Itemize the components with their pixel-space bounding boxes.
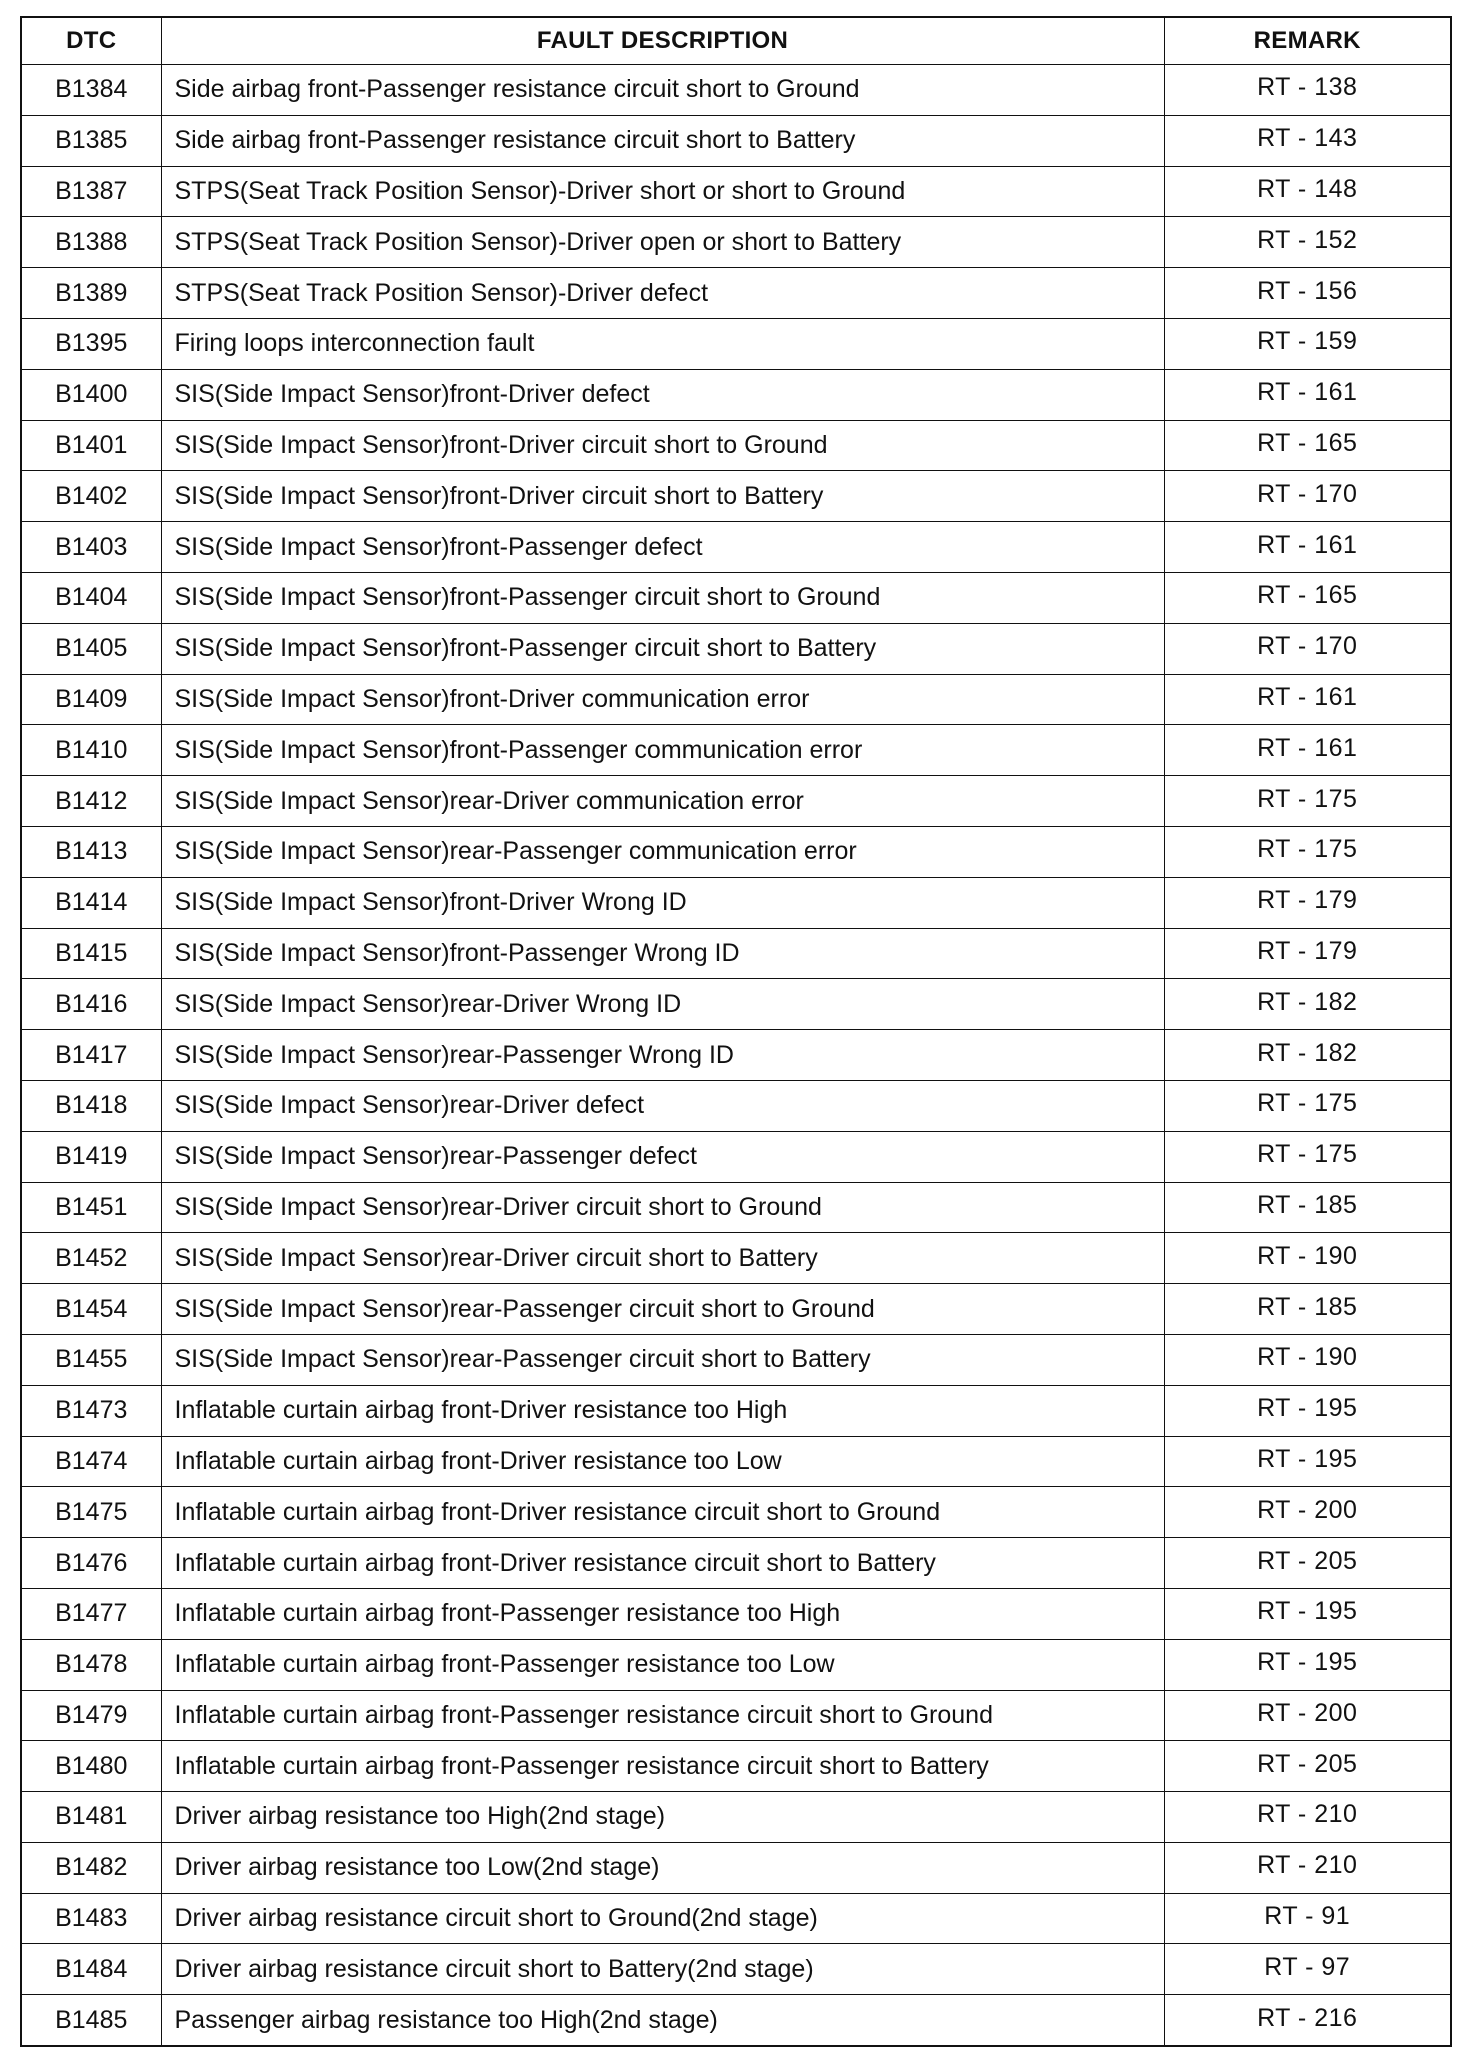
table-row: [21, 65, 1451, 116]
fault-description-cell: Driver airbag resistance too Low(2nd stage): [161, 1842, 1164, 1893]
fault-description-cell: STPS(Seat Track Position Sensor)-Driver short or short to Ground: [161, 166, 1164, 217]
dtc-code-cell: B1415: [21, 928, 161, 979]
fault-description-cell: SIS(Side Impact Sensor)rear-Driver communication error: [161, 776, 1164, 827]
fault-description-cell: SIS(Side Impact Sensor)rear-Passenger defect: [161, 1131, 1164, 1182]
table-row: [21, 1792, 1451, 1843]
header-dtc: DTC: [21, 17, 161, 65]
dtc-code-cell: B1389: [21, 268, 161, 319]
table-row: [21, 623, 1451, 674]
dtc-table: [20, 16, 1452, 2047]
remark-cell: RT - 210: [1164, 1842, 1451, 1893]
remark-cell: RT - 170: [1164, 623, 1451, 674]
fault-description-cell: Inflatable curtain airbag front-Driver resistance too Low: [161, 1436, 1164, 1487]
table-row: [21, 1741, 1451, 1792]
fault-description-cell: Inflatable curtain airbag front-Driver resistance circuit short to Ground: [161, 1487, 1164, 1538]
fault-description-cell: SIS(Side Impact Sensor)front-Passenger circuit short to Ground: [161, 572, 1164, 623]
dtc-code-cell: B1452: [21, 1233, 161, 1284]
remark-cell: RT - 161: [1164, 725, 1451, 776]
fault-description-cell: SIS(Side Impact Sensor)rear-Passenger Wrong ID: [161, 1030, 1164, 1081]
fault-description-cell: STPS(Seat Track Position Sensor)-Driver open or short to Battery: [161, 217, 1164, 268]
table-row: [21, 1436, 1451, 1487]
remark-cell: RT - 182: [1164, 979, 1451, 1030]
fault-description-cell: SIS(Side Impact Sensor)front-Driver Wrong ID: [161, 877, 1164, 928]
table-row: [21, 572, 1451, 623]
fault-description-cell: Side airbag front-Passenger resistance circuit short to Ground: [161, 65, 1164, 116]
fault-description-cell: Driver airbag resistance too High(2nd stage): [161, 1792, 1164, 1843]
fault-description-cell: SIS(Side Impact Sensor)front-Driver communication error: [161, 674, 1164, 725]
dtc-code-cell: B1410: [21, 725, 161, 776]
table-row: [21, 166, 1451, 217]
table-header: [21, 17, 1451, 65]
remark-cell: RT - 205: [1164, 1538, 1451, 1589]
dtc-code-cell: B1478: [21, 1639, 161, 1690]
fault-description-cell: Side airbag front-Passenger resistance circuit short to Battery: [161, 115, 1164, 166]
fault-description-cell: Inflatable curtain airbag front-Passenger resistance too High: [161, 1588, 1164, 1639]
remark-cell: RT - 175: [1164, 776, 1451, 827]
dtc-code-cell: B1384: [21, 65, 161, 116]
table-row: [21, 1487, 1451, 1538]
dtc-code-cell: B1477: [21, 1588, 161, 1639]
remark-cell: RT - 179: [1164, 928, 1451, 979]
dtc-code-cell: B1419: [21, 1131, 161, 1182]
fault-description-cell: SIS(Side Impact Sensor)front-Driver circuit short to Ground: [161, 420, 1164, 471]
fault-description-cell: SIS(Side Impact Sensor)front-Driver defect: [161, 369, 1164, 420]
table-row: [21, 979, 1451, 1030]
table-row: [21, 1030, 1451, 1081]
fault-description-cell: Inflatable curtain airbag front-Driver resistance circuit short to Battery: [161, 1538, 1164, 1589]
table-row: [21, 1842, 1451, 1893]
table-row: [21, 1995, 1451, 2046]
table-row: [21, 1639, 1451, 1690]
table-row: [21, 1131, 1451, 1182]
remark-cell: RT - 185: [1164, 1284, 1451, 1335]
dtc-code-cell: B1454: [21, 1284, 161, 1335]
dtc-code-cell: B1413: [21, 826, 161, 877]
dtc-code-cell: B1475: [21, 1487, 161, 1538]
remark-cell: RT - 165: [1164, 420, 1451, 471]
table-row: [21, 420, 1451, 471]
remark-cell: RT - 175: [1164, 1131, 1451, 1182]
table-row: [21, 471, 1451, 522]
remark-cell: RT - 216: [1164, 1995, 1451, 2046]
table-row: [21, 1588, 1451, 1639]
table-row: [21, 268, 1451, 319]
dtc-code-cell: B1484: [21, 1944, 161, 1995]
fault-description-cell: STPS(Seat Track Position Sensor)-Driver defect: [161, 268, 1164, 319]
table-row: [21, 115, 1451, 166]
remark-cell: RT - 200: [1164, 1690, 1451, 1741]
table-row: [21, 877, 1451, 928]
remark-cell: RT - 179: [1164, 877, 1451, 928]
fault-description-cell: SIS(Side Impact Sensor)front-Driver circuit short to Battery: [161, 471, 1164, 522]
dtc-code-cell: B1451: [21, 1182, 161, 1233]
fault-description-cell: SIS(Side Impact Sensor)rear-Driver defect: [161, 1080, 1164, 1131]
dtc-code-cell: B1483: [21, 1893, 161, 1944]
remark-cell: RT - 195: [1164, 1385, 1451, 1436]
table-row: [21, 1080, 1451, 1131]
table-row: [21, 1284, 1451, 1335]
dtc-code-cell: B1418: [21, 1080, 161, 1131]
dtc-code-cell: B1403: [21, 522, 161, 573]
remark-cell: RT - 161: [1164, 674, 1451, 725]
dtc-code-cell: B1417: [21, 1030, 161, 1081]
fault-description-cell: SIS(Side Impact Sensor)front-Passenger communication error: [161, 725, 1164, 776]
dtc-code-cell: B1395: [21, 318, 161, 369]
table-row: [21, 369, 1451, 420]
dtc-code-cell: B1401: [21, 420, 161, 471]
fault-description-cell: SIS(Side Impact Sensor)rear-Driver circuit short to Ground: [161, 1182, 1164, 1233]
dtc-code-cell: B1485: [21, 1995, 161, 2046]
fault-description-cell: Driver airbag resistance circuit short to Ground(2nd stage): [161, 1893, 1164, 1944]
dtc-code-cell: B1404: [21, 572, 161, 623]
dtc-code-cell: B1474: [21, 1436, 161, 1487]
header-remark: REMARK: [1164, 17, 1451, 65]
remark-cell: RT - 138: [1164, 65, 1451, 116]
table-row: [21, 1944, 1451, 1995]
dtc-code-cell: B1414: [21, 877, 161, 928]
remark-cell: RT - 195: [1164, 1436, 1451, 1487]
table-row: [21, 1385, 1451, 1436]
table-row: [21, 1334, 1451, 1385]
table-row: [21, 1233, 1451, 1284]
table-row: [21, 928, 1451, 979]
remark-cell: RT - 91: [1164, 1893, 1451, 1944]
fault-description-cell: SIS(Side Impact Sensor)rear-Passenger circuit short to Ground: [161, 1284, 1164, 1335]
remark-cell: RT - 190: [1164, 1334, 1451, 1385]
remark-cell: RT - 152: [1164, 217, 1451, 268]
fault-description-cell: Firing loops interconnection fault: [161, 318, 1164, 369]
dtc-code-cell: B1481: [21, 1792, 161, 1843]
dtc-code-cell: B1480: [21, 1741, 161, 1792]
dtc-code-cell: B1400: [21, 369, 161, 420]
dtc-code-cell: B1402: [21, 471, 161, 522]
remark-cell: RT - 175: [1164, 826, 1451, 877]
table-row: [21, 1538, 1451, 1589]
fault-description-cell: SIS(Side Impact Sensor)rear-Passenger circuit short to Battery: [161, 1334, 1164, 1385]
remark-cell: RT - 156: [1164, 268, 1451, 319]
remark-cell: RT - 205: [1164, 1741, 1451, 1792]
fault-description-cell: Passenger airbag resistance too High(2nd stage): [161, 1995, 1164, 2046]
dtc-code-cell: B1409: [21, 674, 161, 725]
remark-cell: RT - 97: [1164, 1944, 1451, 1995]
dtc-code-cell: B1416: [21, 979, 161, 1030]
table-row: [21, 217, 1451, 268]
dtc-code-cell: B1387: [21, 166, 161, 217]
table-row: [21, 522, 1451, 573]
remark-cell: RT - 190: [1164, 1233, 1451, 1284]
dtc-code-cell: B1388: [21, 217, 161, 268]
fault-description-cell: SIS(Side Impact Sensor)rear-Driver circuit short to Battery: [161, 1233, 1164, 1284]
remark-cell: RT - 159: [1164, 318, 1451, 369]
remark-cell: RT - 148: [1164, 166, 1451, 217]
dtc-code-cell: B1385: [21, 115, 161, 166]
remark-cell: RT - 195: [1164, 1639, 1451, 1690]
dtc-code-cell: B1405: [21, 623, 161, 674]
dtc-code-cell: B1473: [21, 1385, 161, 1436]
fault-description-cell: SIS(Side Impact Sensor)rear-Passenger communication error: [161, 826, 1164, 877]
remark-cell: RT - 195: [1164, 1588, 1451, 1639]
dtc-code-cell: B1412: [21, 776, 161, 827]
remark-cell: RT - 165: [1164, 572, 1451, 623]
fault-description-cell: Driver airbag resistance circuit short to Battery(2nd stage): [161, 1944, 1164, 1995]
table-row: [21, 1893, 1451, 1944]
fault-description-cell: SIS(Side Impact Sensor)front-Passenger Wrong ID: [161, 928, 1164, 979]
fault-description-cell: SIS(Side Impact Sensor)front-Passenger defect: [161, 522, 1164, 573]
fault-description-cell: Inflatable curtain airbag front-Driver resistance too High: [161, 1385, 1164, 1436]
header-fault-description: FAULT DESCRIPTION: [161, 17, 1164, 65]
table-row: [21, 725, 1451, 776]
table-row: [21, 1690, 1451, 1741]
fault-description-cell: Inflatable curtain airbag front-Passenger resistance circuit short to Ground: [161, 1690, 1164, 1741]
table-row: [21, 776, 1451, 827]
remark-cell: RT - 170: [1164, 471, 1451, 522]
table-row: [21, 674, 1451, 725]
dtc-code-cell: B1482: [21, 1842, 161, 1893]
remark-cell: RT - 143: [1164, 115, 1451, 166]
remark-cell: RT - 161: [1164, 522, 1451, 573]
table-row: [21, 1182, 1451, 1233]
table-row: [21, 826, 1451, 877]
fault-description-cell: SIS(Side Impact Sensor)rear-Driver Wrong ID: [161, 979, 1164, 1030]
remark-cell: RT - 161: [1164, 369, 1451, 420]
remark-cell: RT - 185: [1164, 1182, 1451, 1233]
table-body: [21, 65, 1451, 2047]
table-row: [21, 318, 1451, 369]
remark-cell: RT - 210: [1164, 1792, 1451, 1843]
dtc-code-cell: B1479: [21, 1690, 161, 1741]
fault-description-cell: Inflatable curtain airbag front-Passenger resistance too Low: [161, 1639, 1164, 1690]
remark-cell: RT - 182: [1164, 1030, 1451, 1081]
fault-description-cell: SIS(Side Impact Sensor)front-Passenger circuit short to Battery: [161, 623, 1164, 674]
fault-description-cell: Inflatable curtain airbag front-Passenger resistance circuit short to Battery: [161, 1741, 1164, 1792]
remark-cell: RT - 175: [1164, 1080, 1451, 1131]
remark-cell: RT - 200: [1164, 1487, 1451, 1538]
dtc-code-cell: B1455: [21, 1334, 161, 1385]
dtc-code-cell: B1476: [21, 1538, 161, 1589]
header-row: [21, 17, 1451, 65]
